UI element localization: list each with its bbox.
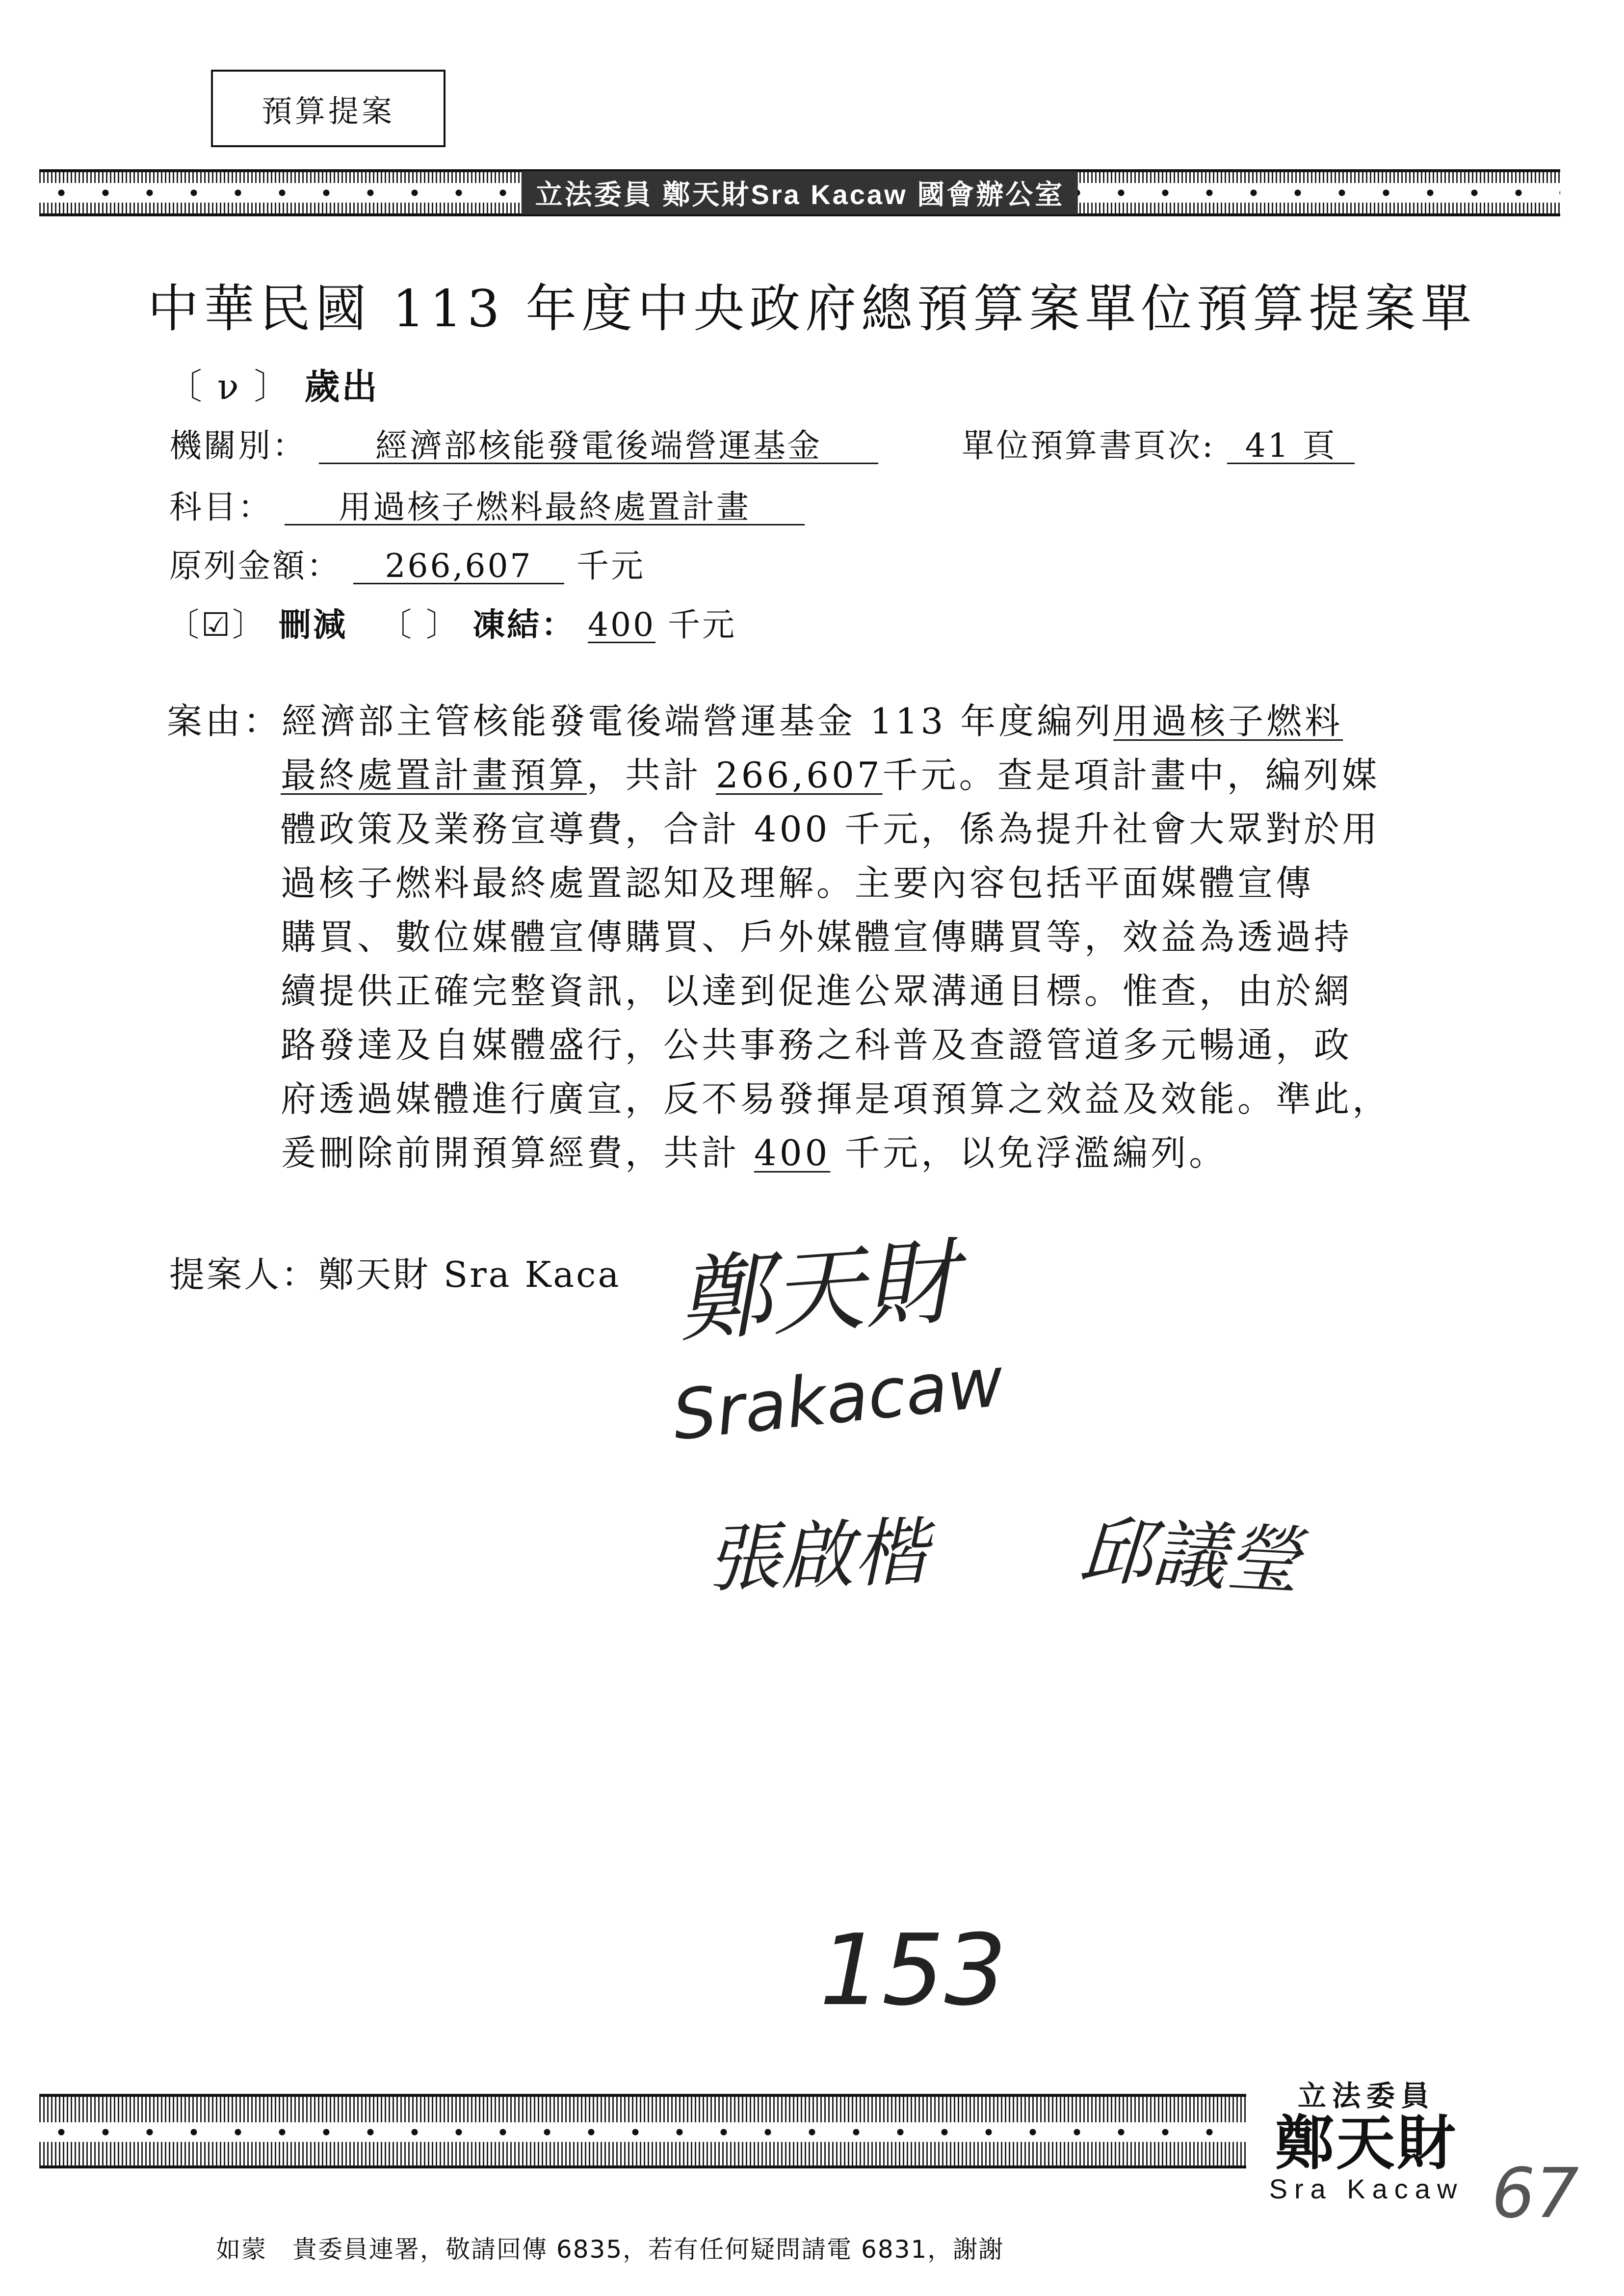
reason-line-7: 路發達及自媒體盛行，公共事務之科普及查證管道多元暢通，政 <box>281 1024 1353 1066</box>
category-line <box>167 358 379 409</box>
reason-line-8: 府透過媒體進行廣宣，反不易發揮是項預算之效益及效能。準此， <box>281 1078 1391 1120</box>
office-banner-title: 立法委員 鄭天財Sra Kacaw 國會辦公室 <box>522 171 1078 214</box>
reason-line-9 <box>167 1126 1521 1180</box>
handwritten-number: 153 <box>819 1913 1007 2028</box>
original-amount-label: 原列金額： <box>169 547 341 585</box>
reason-text: 爰刪除前開預算經費，共計 <box>281 1132 754 1174</box>
footer-note: 如蒙 貴委員連署，敬請回傳 6835，若有任何疑問請電 6831，謝謝 <box>216 2235 1004 2264</box>
reason-line-6: 續提供正確完整資訊，以達到促進公眾溝通目標。惟查，由於網 <box>281 970 1353 1012</box>
page-ref-label: 單位預算書頁次: <box>962 427 1215 465</box>
reason-line-4: 過核子燃料最終處置認知及理解。主要內容包括平面媒體宣傳 <box>281 862 1314 904</box>
page-mark: 67 <box>1492 2154 1579 2234</box>
reason-underlined: 266,607 <box>715 755 883 796</box>
brand-latin: Sra Kacaw <box>1269 2173 1464 2204</box>
subject-label: 科目： <box>169 488 272 526</box>
reason-text: 經濟部主管核能發電後端營運基金 113 年度編列 <box>282 701 1114 742</box>
signature-1: 鄭天財 <box>674 1227 961 1356</box>
footer-band <box>39 2094 1246 2168</box>
action-unit: 千元 <box>668 606 737 644</box>
proposal-type-label: 預算提案 <box>261 93 395 129</box>
subject-value: 用過核子燃料最終處置計畫 <box>285 490 805 525</box>
cut-label: 刪減 <box>279 605 348 644</box>
freeze-label: 凍結： <box>472 605 576 644</box>
freeze-checkbox: 〔 〕 <box>379 606 461 644</box>
proposer-line: 提案人：鄭天財 Sra Kaca <box>169 1254 621 1295</box>
reason-line-1 <box>167 701 1343 742</box>
signature-4: 邱議瑩 <box>1077 1508 1302 1605</box>
legislator-brand <box>1256 2073 1477 2205</box>
original-amount-unit: 千元 <box>576 547 645 585</box>
reason-text: ，共計 <box>587 755 716 796</box>
action-row <box>167 599 736 645</box>
agency-value: 經濟部核能發電後端營運基金 <box>319 429 878 464</box>
agency-row <box>169 419 878 466</box>
reason-line-5: 購買、數位媒體宣傳購買、戶外媒體宣傳購買等，效益為透過持 <box>281 916 1353 958</box>
band-pattern <box>39 2122 1246 2142</box>
reason-text: 千元。查是項計畫中，編列媒 <box>882 755 1380 796</box>
reason-line-3: 體政策及業務宣導費，合計 400 千元，係為提升社會大眾對於用 <box>281 809 1381 850</box>
header-band <box>39 169 1560 216</box>
agency-label: 機關別： <box>169 427 307 465</box>
signature-3: 張啟楷 <box>705 1510 929 1603</box>
brand-title: 立法委員 <box>1297 2080 1435 2112</box>
category-label: 歲出 <box>304 365 379 407</box>
reason-underlined: 最終處置計畫預算 <box>281 755 587 796</box>
reason-label: 案由： <box>167 701 282 742</box>
original-amount-value: 266,607 <box>353 549 564 584</box>
brand-name: 鄭天財 <box>1275 2111 1458 2176</box>
document-title: 中華民國 113 年度中央政府總預算案單位預算提案單 <box>147 279 1477 339</box>
signature-2: Srakacaw <box>669 1342 1008 1456</box>
proposal-type-box <box>211 70 445 147</box>
reason-line-2 <box>167 748 1521 802</box>
reason-underlined: 400 <box>754 1132 831 1174</box>
category-checkbox: 〔 ν 〕 <box>167 366 291 407</box>
action-amount: 400 <box>588 606 656 644</box>
page-ref-row <box>962 419 1355 466</box>
original-amount-row <box>169 540 645 586</box>
subject-row <box>169 481 805 527</box>
reason-paragraph <box>167 694 1521 1180</box>
page-ref-value: 41 頁 <box>1227 429 1355 464</box>
cut-checkbox: 〔☑〕 <box>167 606 267 644</box>
reason-text: 千元，以免浮濫編列。 <box>830 1132 1228 1174</box>
reason-underlined: 用過核子燃料 <box>1113 701 1343 742</box>
